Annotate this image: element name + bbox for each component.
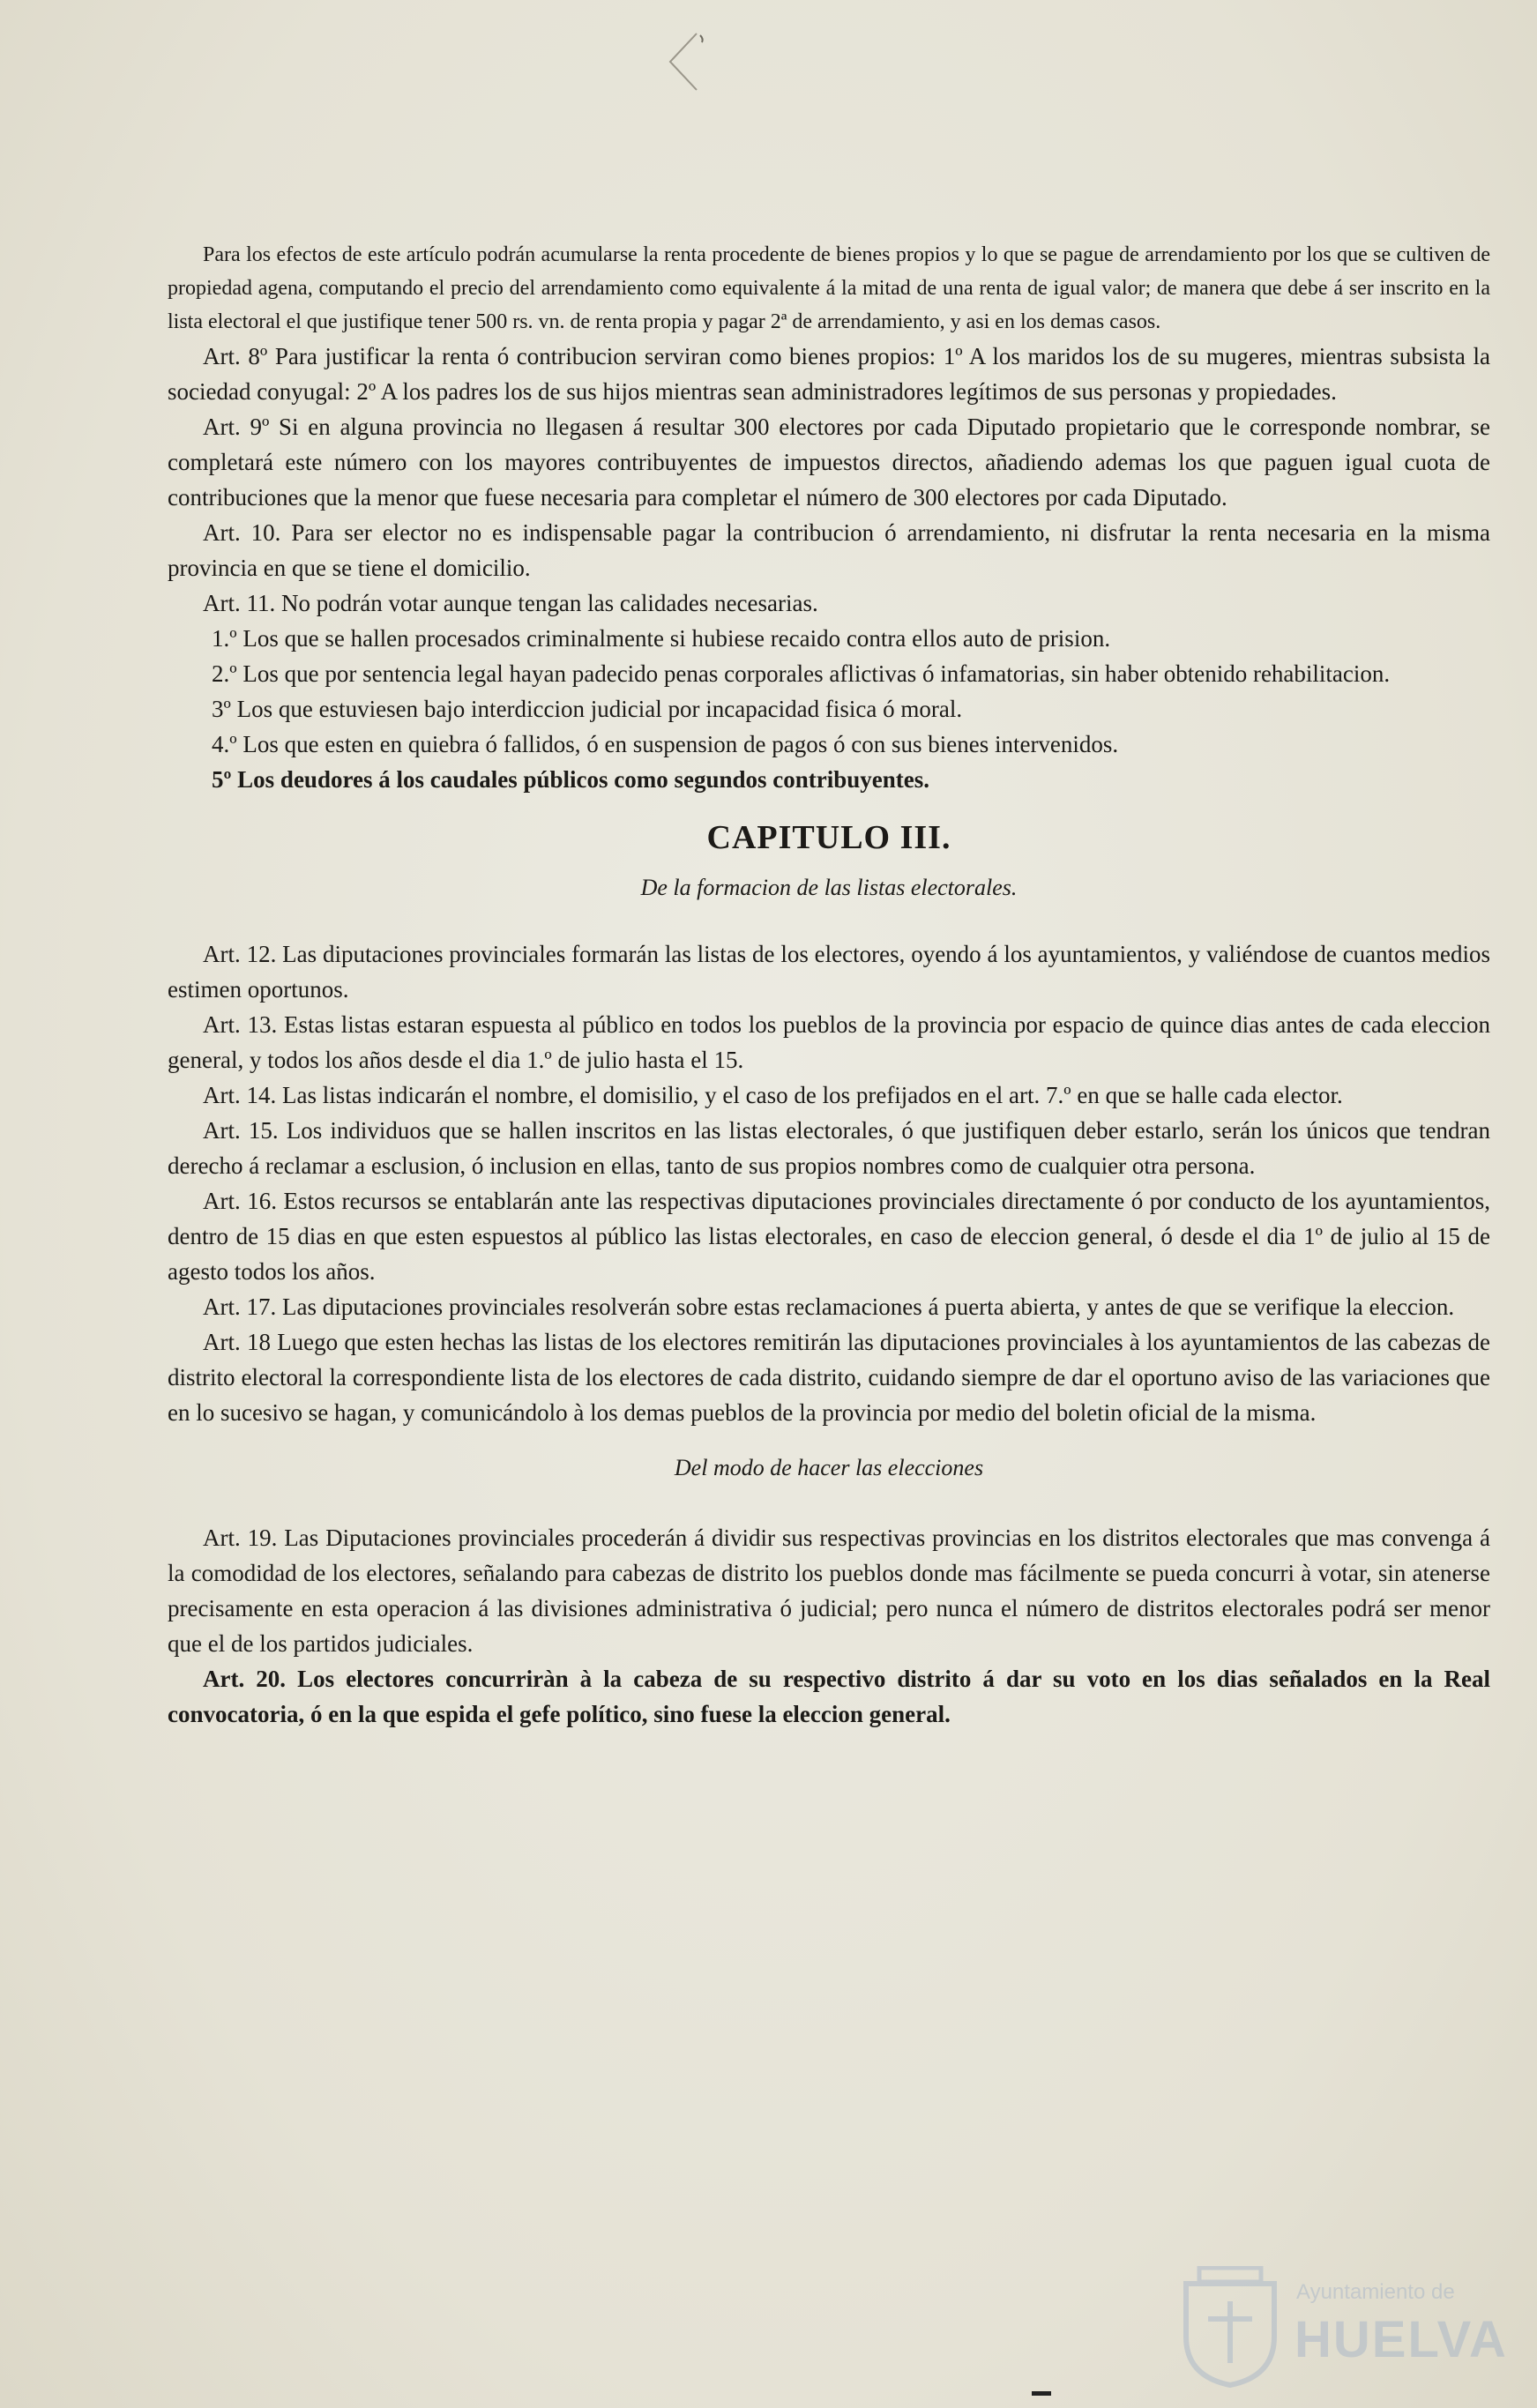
article-9: Art. 9º Si en alguna provincia no llegasen á resultar 300 electores por cada Diputado propietario que le corresponde nombrar, se completará este número con los mayores contribuyentes de impuestos directos, añadiendo ademas los que paguen igual cuota de contribuciones que la menor que fuese necesaria para completar el número de 300 electores por cada Diputado. bbox=[168, 414, 1490, 511]
article-11-item-2: 2.º Los que por sentencia legal hayan padecido penas corporales aflictivas ó infamatorias, sin haber obtenido rehabilitacion. bbox=[212, 660, 1391, 687]
article-10: Art. 10. Para ser elector no es indispensable pagar la contribucion ó arrendamiento, ni disfrutar la renta necesaria en la misma provincia en que se tiene el domicilio. bbox=[168, 519, 1490, 581]
watermark-line-2: HUELVA bbox=[1295, 2311, 1508, 2368]
article-11-item-3: 3º Los que estuviesen bajo interdiccion judicial por incapacidad fisica ó moral. bbox=[212, 696, 963, 722]
article-13: Art. 13. Estas listas estaran espuesta al público en todos los pueblos de la provincia por espacio de quince dias antes de cada eleccion general, y todos los años desde el dia 1.º de julio hasta el 15. bbox=[168, 1011, 1490, 1073]
paragraph-renta: Para los efectos de este artículo podrán acumularse la renta procedente de bienes propios y lo que se pague de arrendamiento por los que se cultiven de propiedad agena, computando el precio del arrendamiento como equivalente á la mitad de una renta de igual valor; de manera que debe á ser inscrito en la lista electoral el que justifique tener 500 rs. vn. de renta propia y pagar 2ª de arrendamiento, y asi en los demas casos. bbox=[168, 243, 1490, 333]
archive-watermark bbox=[1173, 2257, 1508, 2398]
chapter-heading: CAPITULO III. bbox=[706, 819, 951, 856]
article-8: Art. 8º Para justificar la renta ó contribucion serviran como bienes propios: 1º A los maridos los de su mugeres, mientras subsista la sociedad conyugal: 2º A los padres los de sus hijos mientras sean administradores legítimos de sus personas y propiedades. bbox=[168, 343, 1490, 405]
article-11-item-1: 1.º Los que se hallen procesados criminalmente si hubiese recaido contra ellos auto de prision. bbox=[212, 625, 1111, 652]
chapter-subtitle: De la formacion de las listas electorales. bbox=[640, 875, 1018, 900]
article-19: Art. 19. Las Diputaciones provinciales procederán á dividir sus respectivas provincias en los distritos electorales que mas convenga á la comodidad de los electores, señalando para cabezas de distrito los pueblos donde mas fácilmente se pueda concurri à votar, sin atenerse precisamente en esta operacion á las divisiones administrativa ó judicial; pero nunca el número de distritos electorales podrá ser menor que el de los partidos judiciales. bbox=[168, 1525, 1490, 1657]
city-crest-icon bbox=[1173, 2266, 1287, 2389]
watermark-line-1: Ayuntamiento de bbox=[1296, 2280, 1455, 2304]
article-11-item-5: 5º Los deudores á los caudales públicos como segundos contribuyentes. bbox=[212, 766, 930, 793]
article-16: Art. 16. Estos recursos se entablarán ante las respectivas diputaciones provinciales directamente ó por conducto de los ayuntamientos, dentro de 15 dias en que esten espuestos al público las listas electorales, en caso de eleccion general, ó desde el dia 1º de julio al 15 de agesto todos los años. bbox=[168, 1188, 1490, 1285]
article-12: Art. 12. Las diputaciones provinciales formarán las listas de los electores, oyendo á los ayuntamientos, y valiéndose de cuantos medios estimen oportunos. bbox=[168, 941, 1490, 1003]
page-top-ornament-icon bbox=[653, 26, 741, 97]
article-18: Art. 18 Luego que esten hechas las listas de los electores remitirán las diputaciones provinciales à los ayuntamientos de las cabezas de distrito electoral la correspondiente lista de los electores de cada distrito, cuidando siempre de dar el oportuno aviso de las variaciones que en lo sucesivo se hagan, y comunicándolo à los demas pueblos de la provincia por medio del boletin oficial de la misma. bbox=[168, 1329, 1490, 1426]
section-heading: Del modo de hacer las elecciones bbox=[674, 1455, 984, 1480]
page-bottom-mark bbox=[1032, 2391, 1051, 2396]
article-17: Art. 17. Las diputaciones provinciales resolverán sobre estas reclamaciones á puerta abierta, y antes de que se verifique la eleccion. bbox=[203, 1293, 1455, 1320]
article-11-item-4: 4.º Los que esten en quiebra ó fallidos, ó en suspension de pagos ó con sus bienes intervenidos. bbox=[212, 731, 1119, 757]
article-11: Art. 11. No podrán votar aunque tengan las calidades necesarias. bbox=[203, 590, 818, 616]
article-20: Art. 20. Los electores concurriràn à la cabeza de su respectivo distrito á dar su voto en los dias señalados en la Real convocatoria, ó en la que espida el gefe político, sino fuese la eleccion general. bbox=[168, 1666, 1490, 1727]
article-14: Art. 14. Las listas indicarán el nombre, el domisilio, y el caso de los prefijados en el art. 7.º en que se halle cada elector. bbox=[203, 1082, 1343, 1108]
article-15: Art. 15. Los individuos que se hallen inscritos en las listas electorales, ó que justifiquen deber estarlo, serán los únicos que tendran derecho á reclamar a esclusion, ó inclusion en ellas, tanto de sus propios nombres como de cualquier otra persona. bbox=[168, 1117, 1490, 1179]
document-text bbox=[168, 238, 1490, 1732]
